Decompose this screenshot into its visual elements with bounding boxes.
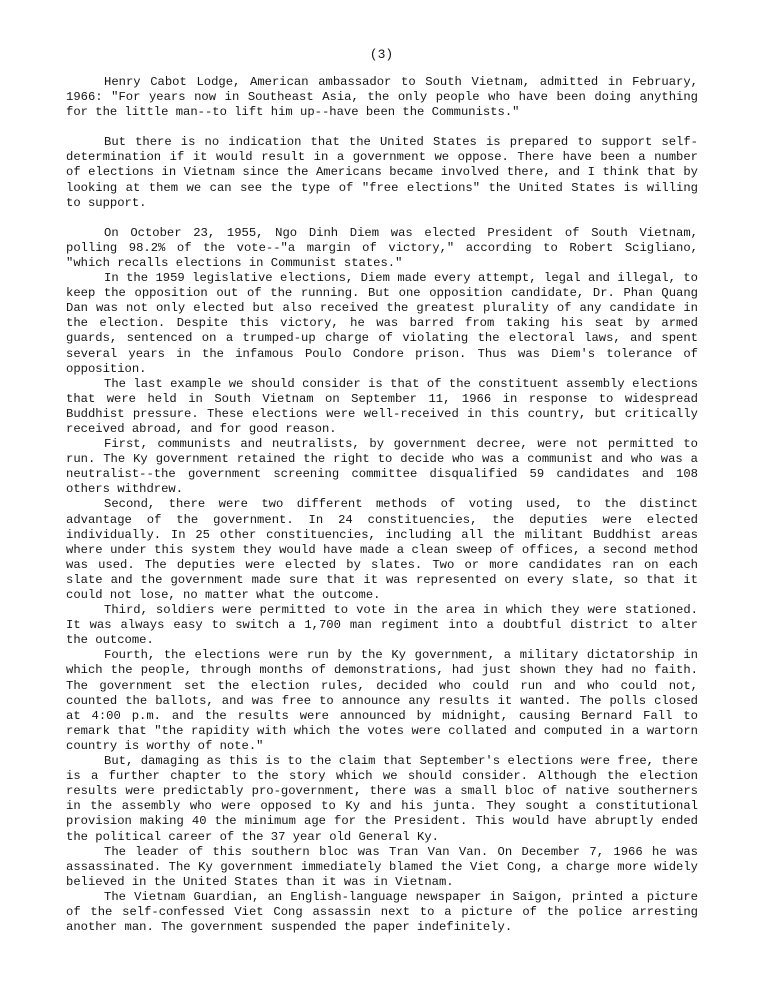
paragraph-second-point: Second, there were two different methods of voting used, to the distinct advantage of the government. In 24 constituencies, the deputies were elected individually. In 25 other constituencies, including all the militant Buddhist areas where under this system they would have made a clean sweep of offices, a second method was used. The deputies were elected by slates. Two or more candidates ran on each slate and the government made sure that it was represented on every slate, so that it could not lose, no matter what the outcome.: [66, 497, 698, 602]
paragraph-1955-election: On October 23, 1955, Ngo Dinh Diem was elected President of South Vietnam, polling 98.2% of the vote--"a margin of victory," according to Robert Scigliano, "which recalls elections in Communist states.": [66, 225, 698, 270]
paragraph-first-point: First, communists and neutralists, by government decree, were not permitted to run. The Ky government retained the right to decide who was a communist and who was a neutralist--the government screening committee disqualified 59 candidates and 108 others withdrew.: [66, 437, 698, 497]
paragraph-self-determination: But there is no indication that the United States is prepared to support self-determination if it would result in a government we oppose. There have been a number of elections in Vietnam since the Americans became involved there, and I think that by looking at them we can see the type of "free elections" the United States is willing to support.: [66, 135, 698, 210]
paragraph-fourth-point: Fourth, the elections were run by the Ky government, a military dictatorship in which the people, through months of demonstrations, had just shown they had no faith. The government set the election rules, decided who could run and who could not, counted the ballots, and was free to announce any results it wanted. The polls closed at 4:00 p.m. and the results were announced by midnight, causing Bernard Fall to remark that "the rapidity with which the votes were collated and computed in a wartorn country is worthy of note.": [66, 648, 698, 753]
paragraph-1966-assembly: The last example we should consider is that of the constituent assembly elections that were held in South Vietnam on September 11, 1966 in response to widespread Buddhist pressure. These elections were well-received in this country, but critically received abroad, and for good reason.: [66, 376, 698, 436]
page-number: (3): [369, 47, 394, 62]
paragraph-third-point: Third, soldiers were permitted to vote in the area in which they were stationed. It was always easy to switch a 1,700 man regiment into a doubtful district to alter the outcome.: [66, 603, 698, 648]
paragraph-southern-bloc: But, damaging as this is to the claim that September's elections were free, there is a further chapter to the story which we should consider. Although the election results were predictably pro-government, there was a small bloc of native southerners in the assembly who were opposed to Ky and his junta. They sought a constitutional provision making 40 the minimum age for the President. This would have abruptly ended the political career of the 37 year old General Ky.: [66, 754, 698, 844]
paragraph-vietnam-guardian: The Vietnam Guardian, an English-language newspaper in Saigon, printed a picture of the self-confessed Viet Cong assassin next to a picture of the police arresting another man. The government suspended the paper indefinitely.: [66, 889, 698, 935]
paragraph-1959-election: In the 1959 legislative elections, Diem made every attempt, legal and illegal, to keep the opposition out of the running. But one opposition candidate, Dr. Phan Quang Dan was not only elected but also received the greatest plurality of any candidate in the election. Despite this victory, he was barred from taking his seat by armed guards, sentenced on a trumped-up charge of violating the electoral laws, and spent several years in the infamous Poulo Condore prison. Thus was Diem's tolerance of opposition.: [66, 271, 698, 376]
body-text: [66, 75, 698, 935]
paragraph-lodge-quote: Henry Cabot Lodge, American ambassador to South Vietnam, admitted in February, 1966: "For years now in Southeast Asia, the only people who have been doing anything for the little man--to lift him up--have been the Communists.": [66, 75, 698, 120]
paragraph-tran-van-van: The leader of this southern bloc was Tran Van Van. On December 7, 1966 he was assassinated. The Ky government immediately blamed the Viet Cong, a charge more widely believed in the United States than it was in Vietnam.: [66, 844, 698, 889]
